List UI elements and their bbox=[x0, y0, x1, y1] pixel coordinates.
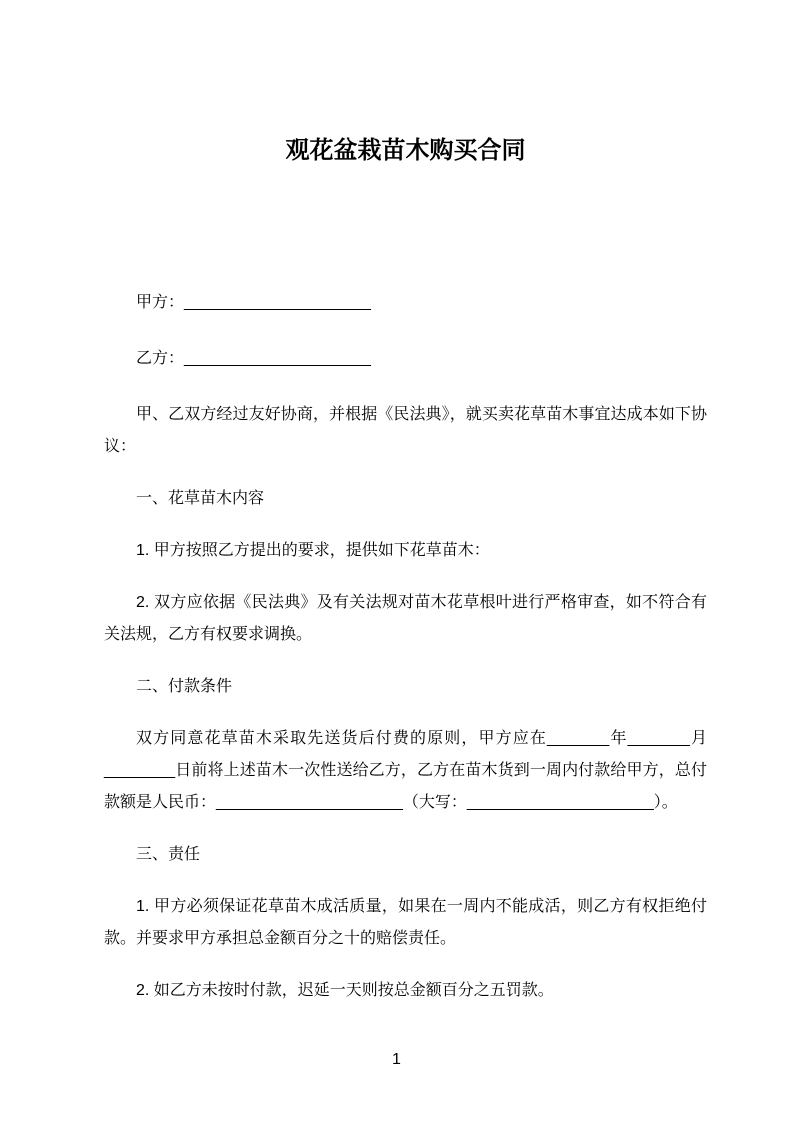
section-2-clause-1: 双方同意花草苗木采取先送货后付费的原则，甲方应在_______年_______月________日前将上述苗木一次性送给乙方，乙方在苗木货到一周内付款给甲方，总付款额是人民币：_____________________（大写：_____________________）。 bbox=[104, 730, 707, 811]
party-b-line bbox=[104, 343, 707, 375]
section-1-clause-2: 2. 双方应依据《民法典》及有关法规对苗木花草根叶进行严格审查，如不符合有关法规，乙方有权要求调换。 bbox=[104, 594, 707, 643]
section-3-clause-1: 1. 甲方必须保证花草苗木成活质量，如果在一周内不能成活，则乙方有权拒绝付款。并要求甲方承担总金额百分之十的赔偿责任。 bbox=[104, 898, 707, 947]
party-a-label: 甲方： bbox=[136, 294, 185, 311]
section-3-clause-2: 2. 如乙方未按时付款，迟延一天则按总金额百分之五罚款。 bbox=[136, 982, 554, 999]
party-a-line bbox=[104, 287, 707, 319]
document-title: 观花盆栽苗木购买合同 bbox=[285, 137, 526, 164]
preamble-paragraph: 甲、乙双方经过友好协商，并根据《民法典》，就买卖花草苗木事宜达成本如下协议： bbox=[104, 406, 707, 455]
party-b-blank: _____________________ bbox=[184, 350, 371, 367]
party-b-label: 乙方： bbox=[136, 350, 185, 367]
section-1-heading-nursery-content: 一、花草苗木内容 bbox=[136, 490, 265, 507]
section-3-heading-liability: 三、责任 bbox=[136, 846, 201, 863]
section-2-heading-payment-terms: 二、付款条件 bbox=[136, 678, 233, 695]
party-a-blank: _____________________ bbox=[184, 294, 371, 311]
page-number: 1 bbox=[392, 1051, 401, 1068]
section-1-clause-1: 1. 甲方按照乙方提出的要求，提供如下花草苗木： bbox=[136, 542, 490, 559]
